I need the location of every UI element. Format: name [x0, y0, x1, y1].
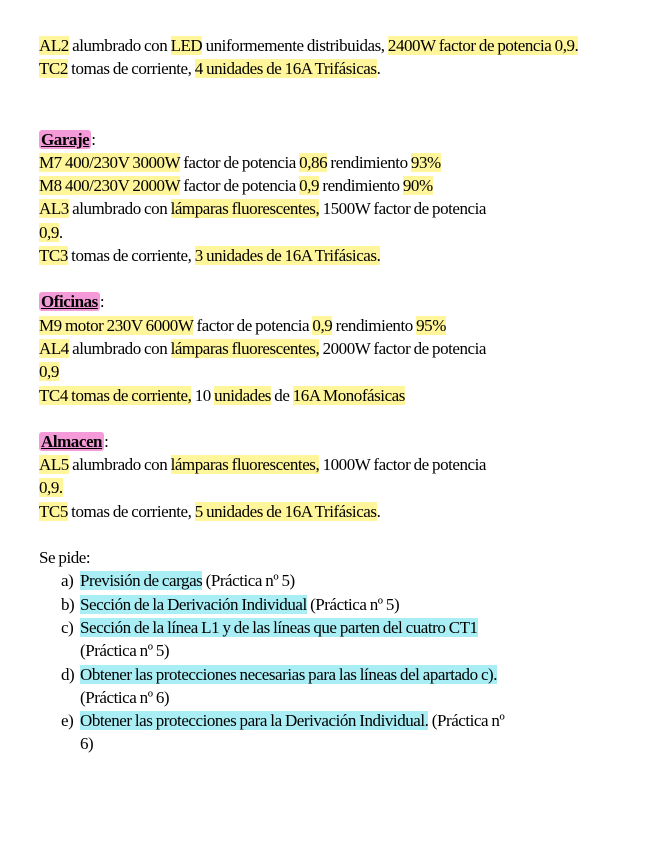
- item-letter: c): [61, 617, 74, 637]
- m9-fp-label: factor de potencia: [193, 315, 313, 335]
- al4-desc: alumbrado con: [68, 338, 171, 358]
- item-letter: d): [61, 664, 75, 684]
- m7-fp: 0,86: [299, 152, 328, 172]
- m9-r-label: rendimiento: [332, 315, 417, 335]
- garaje-title: Garaje: [41, 129, 90, 149]
- document-page: [39, 34, 639, 756]
- tc4-mid: 10: [191, 385, 215, 405]
- al2-led: LED: [170, 36, 203, 55]
- al3-fp: 0,9: [39, 222, 59, 242]
- tc3-id: TC3: [39, 246, 68, 266]
- m9-r: 95%: [416, 315, 446, 335]
- al3-rest: 1500W factor de potencia: [319, 199, 487, 219]
- tc5-line: [39, 500, 639, 523]
- al3-end: .: [58, 222, 63, 242]
- al5-id: AL5: [39, 455, 69, 475]
- al2-power: 2400W factor de potencia 0,9.: [387, 36, 579, 55]
- tc4-de: de: [270, 385, 293, 405]
- item-letter: a): [61, 571, 74, 591]
- tc2-units: 4 unidades de 16A Trifásicas: [194, 59, 377, 79]
- item-letter: b): [61, 594, 75, 614]
- al4-fp: 0,9: [39, 362, 59, 382]
- list-item: [39, 593, 639, 616]
- item-highlight: Sección de la línea L1 y de las líneas que parten del cuatro CT1: [80, 617, 478, 637]
- al4-line: [39, 337, 639, 360]
- item-letter: e): [61, 711, 74, 731]
- m8-fp-label: factor de potencia: [179, 176, 300, 196]
- item-rest: (Práctica nº 5): [202, 571, 295, 591]
- tc3-units: 3 unidades de 16A Trifásicas: [194, 246, 377, 266]
- tc5-id: TC5: [39, 501, 68, 521]
- m7-r-label: rendimiento: [327, 152, 411, 172]
- al5-line2: [39, 476, 639, 499]
- tc4-line: [39, 384, 639, 407]
- garaje-heading: [39, 128, 639, 151]
- al2-desc: alumbrado con: [68, 36, 171, 55]
- al4-id: AL4: [39, 338, 69, 358]
- item-line2: 6): [80, 734, 94, 754]
- al3-id: AL3: [39, 199, 69, 219]
- m7-line: [39, 151, 639, 174]
- al4-rest: 2000W factor de potencia: [319, 338, 487, 358]
- tc3-desc: tomas de corriente,: [67, 246, 195, 266]
- al4-lamp: lámparas fluorescentes,: [170, 338, 320, 358]
- almacen-heading: [39, 430, 639, 453]
- al5-line: [39, 453, 639, 476]
- almacen-title: Almacen: [41, 431, 103, 451]
- m7-spec: M7 400/230V 3000W: [39, 152, 180, 172]
- tc4-units: unidades: [214, 385, 271, 405]
- al5-rest: 1000W factor de potencia: [319, 455, 487, 475]
- oficinas-title: Oficinas: [41, 292, 98, 312]
- m7-r: 93%: [410, 152, 441, 172]
- tc5-units: 5 unidades de 16A Trifásicas: [194, 501, 377, 521]
- m8-fp: 0,9: [299, 176, 320, 196]
- se-pide-heading: Se pide:: [39, 548, 91, 568]
- al5-lamp: lámparas fluorescentes,: [170, 455, 320, 475]
- m8-r: 90%: [402, 176, 433, 196]
- tc2-end: .: [376, 59, 381, 79]
- al3-desc: alumbrado con: [68, 199, 171, 219]
- al2-rest: uniformemente distribuidas,: [202, 36, 388, 55]
- item-highlight: Obtener las protecciones necesarias para las líneas del apartado c).: [80, 664, 498, 684]
- al2-id: AL2: [39, 36, 69, 55]
- item-highlight: Sección de la Derivación Individual: [80, 594, 307, 614]
- m8-r-label: rendimiento: [319, 176, 403, 196]
- tc3-end: .: [376, 246, 381, 266]
- requirements-list: [39, 569, 639, 755]
- list-item: [39, 663, 639, 710]
- al5-desc: alumbrado con: [68, 455, 171, 475]
- item-line2: (Práctica nº 5): [80, 641, 170, 661]
- item-highlight: Obtener las protecciones para la Derivación Individual.: [80, 711, 429, 731]
- tc2-desc: tomas de corriente,: [67, 59, 195, 79]
- tc2-id: TC2: [39, 59, 68, 79]
- m9-line: [39, 314, 639, 337]
- al4-line2: [39, 360, 639, 383]
- m9-spec: M9 motor 230V 6000W: [39, 315, 194, 335]
- m8-line: [39, 174, 639, 197]
- tc5-end: .: [376, 501, 381, 521]
- al3-lamp: lámparas fluorescentes,: [170, 199, 320, 219]
- al2-line: [39, 34, 639, 57]
- almacen-colon: :: [104, 431, 109, 451]
- m7-fp-label: factor de potencia: [179, 152, 300, 172]
- oficinas-heading: [39, 290, 639, 313]
- al3-line2: [39, 221, 639, 244]
- tc4-rest: 16A Monofásicas: [292, 385, 405, 405]
- list-item: [39, 569, 639, 592]
- list-item: [39, 616, 639, 663]
- tc4-id: TC4 tomas de corriente,: [39, 385, 192, 405]
- tc2-line: [39, 57, 639, 80]
- item-rest: (Práctica nº: [428, 711, 505, 731]
- m9-fp: 0,9: [312, 315, 333, 335]
- garaje-colon: :: [91, 129, 96, 149]
- tc3-line: [39, 244, 639, 267]
- al3-line: [39, 197, 639, 220]
- m8-spec: M8 400/230V 2000W: [39, 176, 180, 196]
- tc5-desc: tomas de corriente,: [67, 501, 195, 521]
- item-line2: (Práctica nº 6): [80, 687, 170, 707]
- al5-fp: 0,9.: [39, 478, 63, 498]
- oficinas-colon: :: [99, 292, 105, 312]
- item-rest: (Práctica nº 5): [306, 594, 400, 614]
- list-item: [39, 709, 639, 756]
- item-highlight: Previsión de cargas: [80, 571, 203, 591]
